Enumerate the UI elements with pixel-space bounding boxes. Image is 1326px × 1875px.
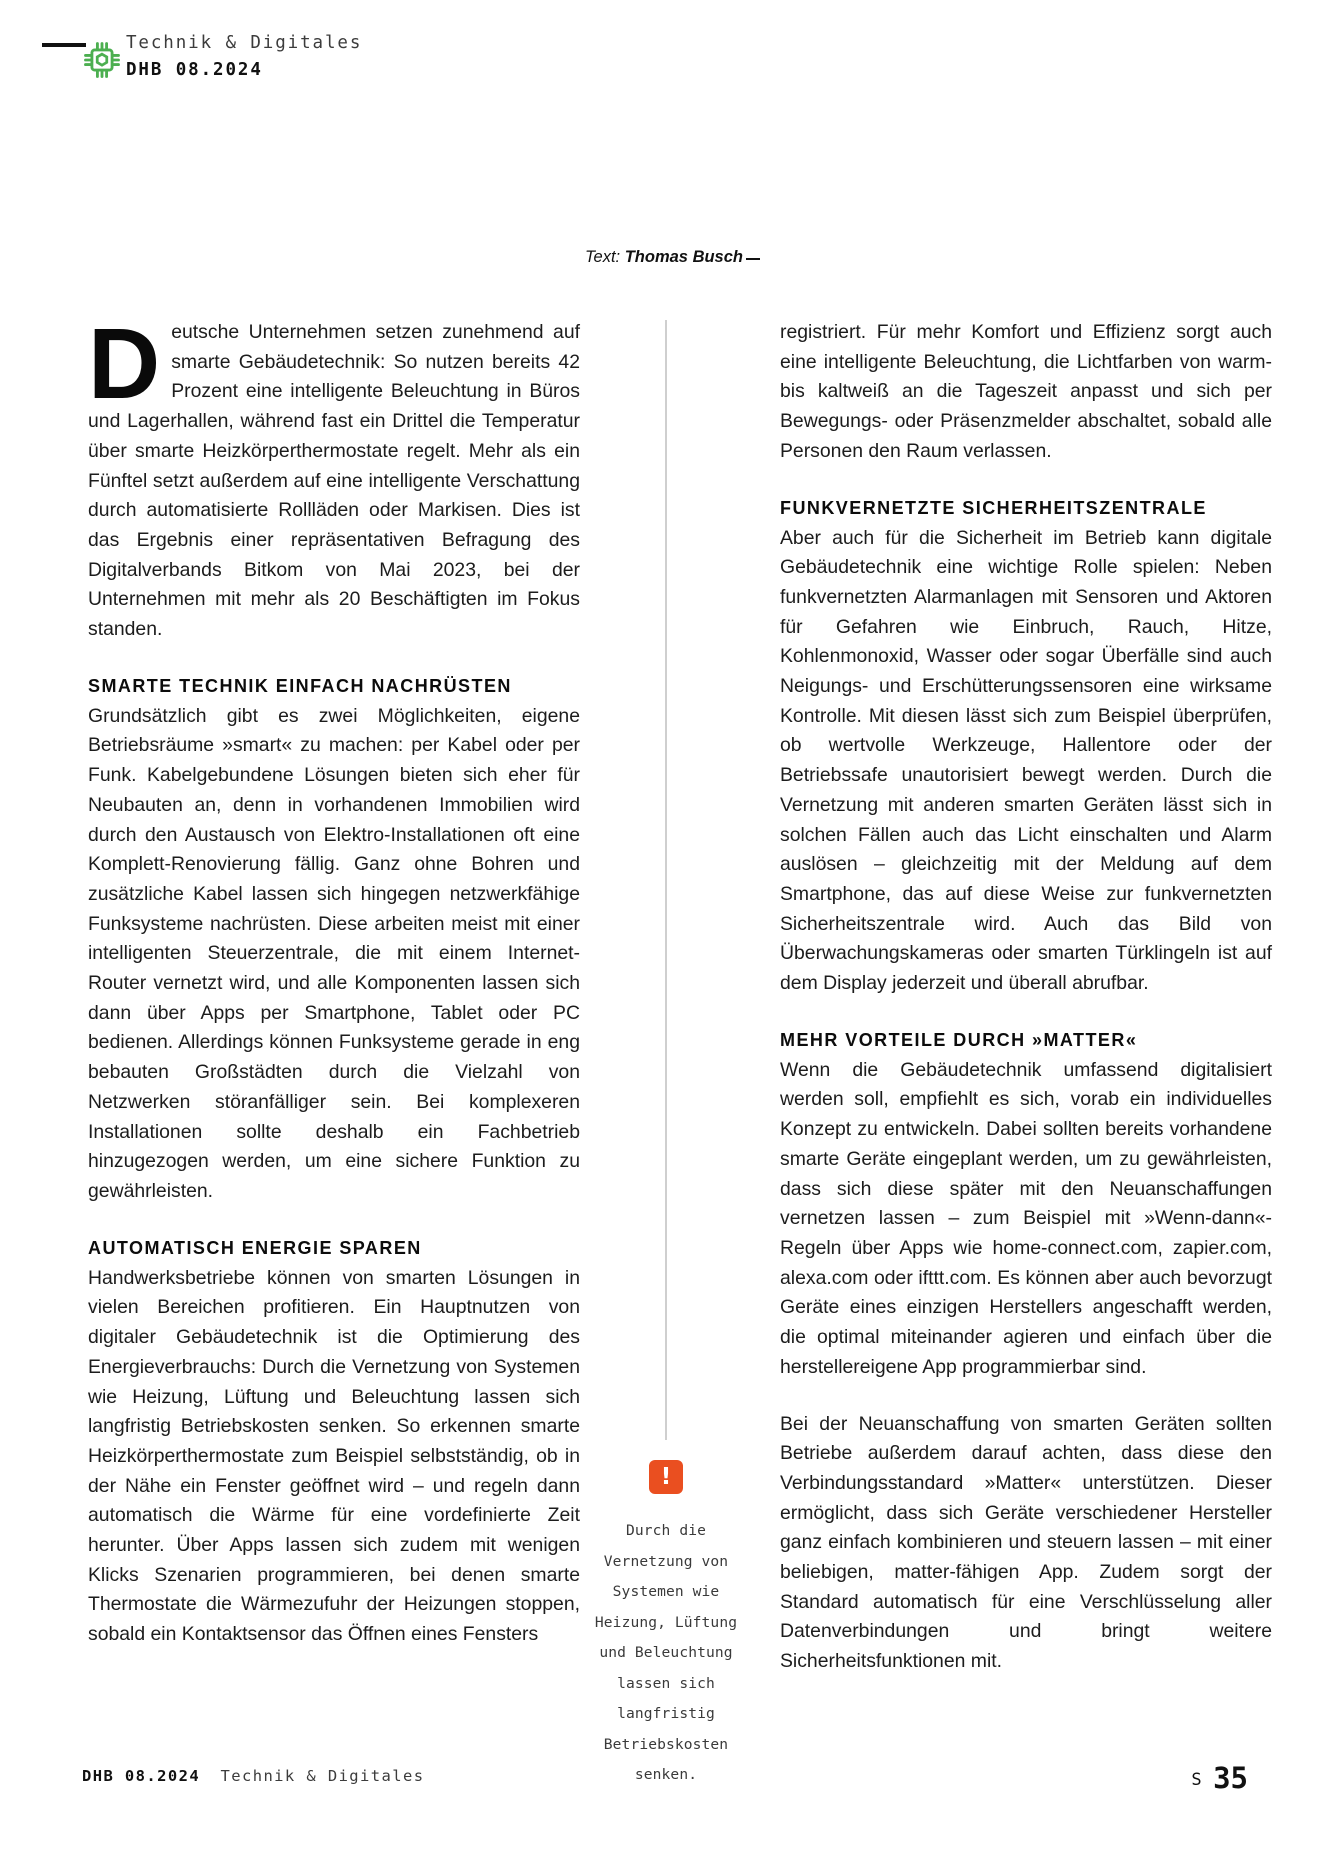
byline-dash — [746, 258, 760, 260]
byline — [0, 248, 760, 267]
pull-note-text: Durch die Vernetzung von Systemen wie Heizung, Lüftung und Beleuchtung lassen sich langfristig Betriebskosten senken. — [594, 1522, 738, 1783]
exclamation-icon: ! — [649, 1460, 683, 1494]
article-subheading: AUTOMATISCH ENERGIE SPAREN — [88, 1237, 422, 1258]
byline-author: Thomas Busch — [624, 248, 743, 266]
column-divider — [665, 320, 667, 1440]
footer-left — [82, 1767, 424, 1786]
issue-label: DHB 08.2024 — [126, 59, 263, 80]
article-subheading: MEHR VORTEILE DURCH »MATTER« — [780, 1029, 1138, 1050]
page-footer — [0, 1761, 1326, 1801]
article-subheading: SMARTE TECHNIK EINFACH NACHRÜSTEN — [88, 675, 512, 696]
footer-section: Technik & Digitales — [220, 1767, 425, 1785]
article-paragraph: Wenn die Gebäudetechnik umfassend digitalisiert werden soll, empfiehlt es sich, vorab ein individuelles Konzept zu entwickeln. Dabei sollten bereits vorhandene smarte Geräte eingeplant werden, um zu gewährleisten, dass sich diese später mit den Neuanschaffungen vernetzen lassen – zum Beispiel mit »Wenn-dann«-Regeln über Apps wie home-connect.com, zapier.com, alexa.com oder ifttt.com. Es können aber auch bevorzugt Geräte eines einzigen Herstellers angeschafft werden, die optimal miteinander agieren und einfach über die herstellereigene App programmierbar sind. — [780, 1058, 1272, 1378]
pull-note — [588, 1460, 744, 1791]
footer-right — [1191, 1761, 1248, 1795]
article-paragraph: Aber auch für die Sicherheit im Betrieb kann digitale Gebäudetechnik eine wichtige Rolle spielen: Neben funkvernetzten Alarmanlagen mit Sensoren und Aktoren für Gefahren wie Einbruch, Rauch, Hitze, Kohlenmonoxid, Wasser oder sogar Überfälle sind auch Neigungs- und Erschütterungssensoren eine wirksame Kontrolle. Mit diesen lässt sich zum Beispiel überprüfen, ob wertvolle Werkzeuge, Hallentore oder der Betriebssafe unautorisiert bewegt werden. Durch die Vernetzung mit anderen smarten Geräten lässt sich in solchen Fällen auch das Licht einschalten und Alarm auslösen – gleichzeitig mit der Meldung auf dem Smartphone, das auf diese Weise zur funkvernetzten Sicherheitszentrale wird. Auch das Bild von Überwachungskameras oder smarten Türklingeln ist auf dem Display jederzeit und überall abrufbar. — [780, 526, 1272, 995]
byline-label: Text: — [584, 248, 621, 266]
article-paragraph: Deutsche Unternehmen setzen zunehmend auf smarte Gebäudetechnik: So nutzen bereits 42 Prozent eine intelligente Beleuchtung in Büros und Lagerhallen, während fast ein Drittel die Temperatur über smarte Heizkörperthermostate regelt. Mehr als ein Fünftel setzt außerdem auf eine intelligente Verschattung durch automatisierte Rollläden oder Markisen. Dies ist das Ergebnis einer repräsentativen Befragung des Digitalverbands Bitkom von Mai 2023, bei der Unternehmen mit mehr als 20 Beschäftigten im Fokus standen. — [88, 308, 580, 641]
article-paragraph: Bei der Neuanschaffung von smarten Geräten sollten Betriebe außerdem darauf achten, dass diese den Verbindungsstandard »Matter« unterstützen. Dieser ermöglicht, dass sich Geräte verschiedener Hersteller ganz einfach kombinieren und steuern lassen – mit einer beliebigen, matter-fähigen App. Zudem sorgt der Standard automatisch für eine Verschlüsselung aller Datenverbindungen und bringt weitere Sicherheitsfunktionen mit. — [780, 1412, 1272, 1673]
page-masthead — [0, 33, 1326, 92]
article-paragraph: registriert. Für mehr Komfort und Effizienz sorgt auch eine intelligente Beleuchtung, die Lichtfarben von warm- bis kaltweiß an die Tageszeit anpasst und sich per Bewegungs- oder Präsenzmelder abschaltet, sobald alle Personen den Raum verlassen. — [780, 321, 1272, 462]
article-paragraph: Grundsätzlich gibt es zwei Möglichkeiten, eigene Betriebsräume »smart« zu machen: per Kabel oder per Funk. Kabelgebundene Lösungen bieten sich eher für Neubauten an, denn in vorhandenen Immobilien wird durch den Austausch von Elektro-Installationen oft eine Komplett-Renovierung fällig. Ganz ohne Bohren und zusätzliche Kabel lassen sich hingegen netzwerkfähige Funksysteme nachrüsten. Diese arbeiten meist mit einer intelligenten Steuerzentrale, die mit einem Internet-Router vernetzt wird, und alle Komponenten lassen sich dann über Apps per Smartphone, Tablet oder PC bedienen. Allerdings können Funksysteme gerade in eng bebauten Großstädten durch die Vielzahl von Netzwerken störanfälliger sein. Bei komplexeren Installationen sollte deshalb ein Fachbetrieb hinzugezogen werden, um eine sichere Funktion zu gewährleisten. — [88, 704, 580, 1202]
article-subheading: FUNKVERNETZTE SICHERHEITSZENTRALE — [780, 497, 1207, 518]
microchip-icon — [80, 36, 124, 84]
page-prefix: S — [1191, 1770, 1202, 1790]
article-paragraph: Handwerksbetriebe können von smarten Lösungen in vielen Bereichen profitieren. Ein Hauptnutzen von digitaler Gebäudetechnik ist die Optimierung des Energieverbrauchs: Durch die Vernetzung von Systemen wie Heizung, Lüftung und Beleuchtung lassen sich langfristig Betriebskosten senken. So erkennen smarte Heizkörperthermostate zum Beispiel selbstständig, ob in der Nähe ein Fenster geöffnet wird – und regeln dann automatisch die Wärme für eine vordefinierte Zeit herunter. Über Apps lassen sich zudem mit wenigen Klicks Szenarien programmieren, bei denen smarte Thermostate die Wärmezufuhr der Heizungen stoppen, sobald ein Kontaktsensor das Öffnen eines Fensters — [88, 1266, 580, 1646]
page-number: 35 — [1213, 1761, 1248, 1795]
article-column-right — [780, 318, 1272, 1677]
footer-issue: DHB 08.2024 — [82, 1767, 201, 1785]
masthead-titles — [126, 32, 362, 82]
article-column-left — [88, 308, 580, 1650]
section-kicker: Technik & Digitales — [126, 33, 363, 53]
